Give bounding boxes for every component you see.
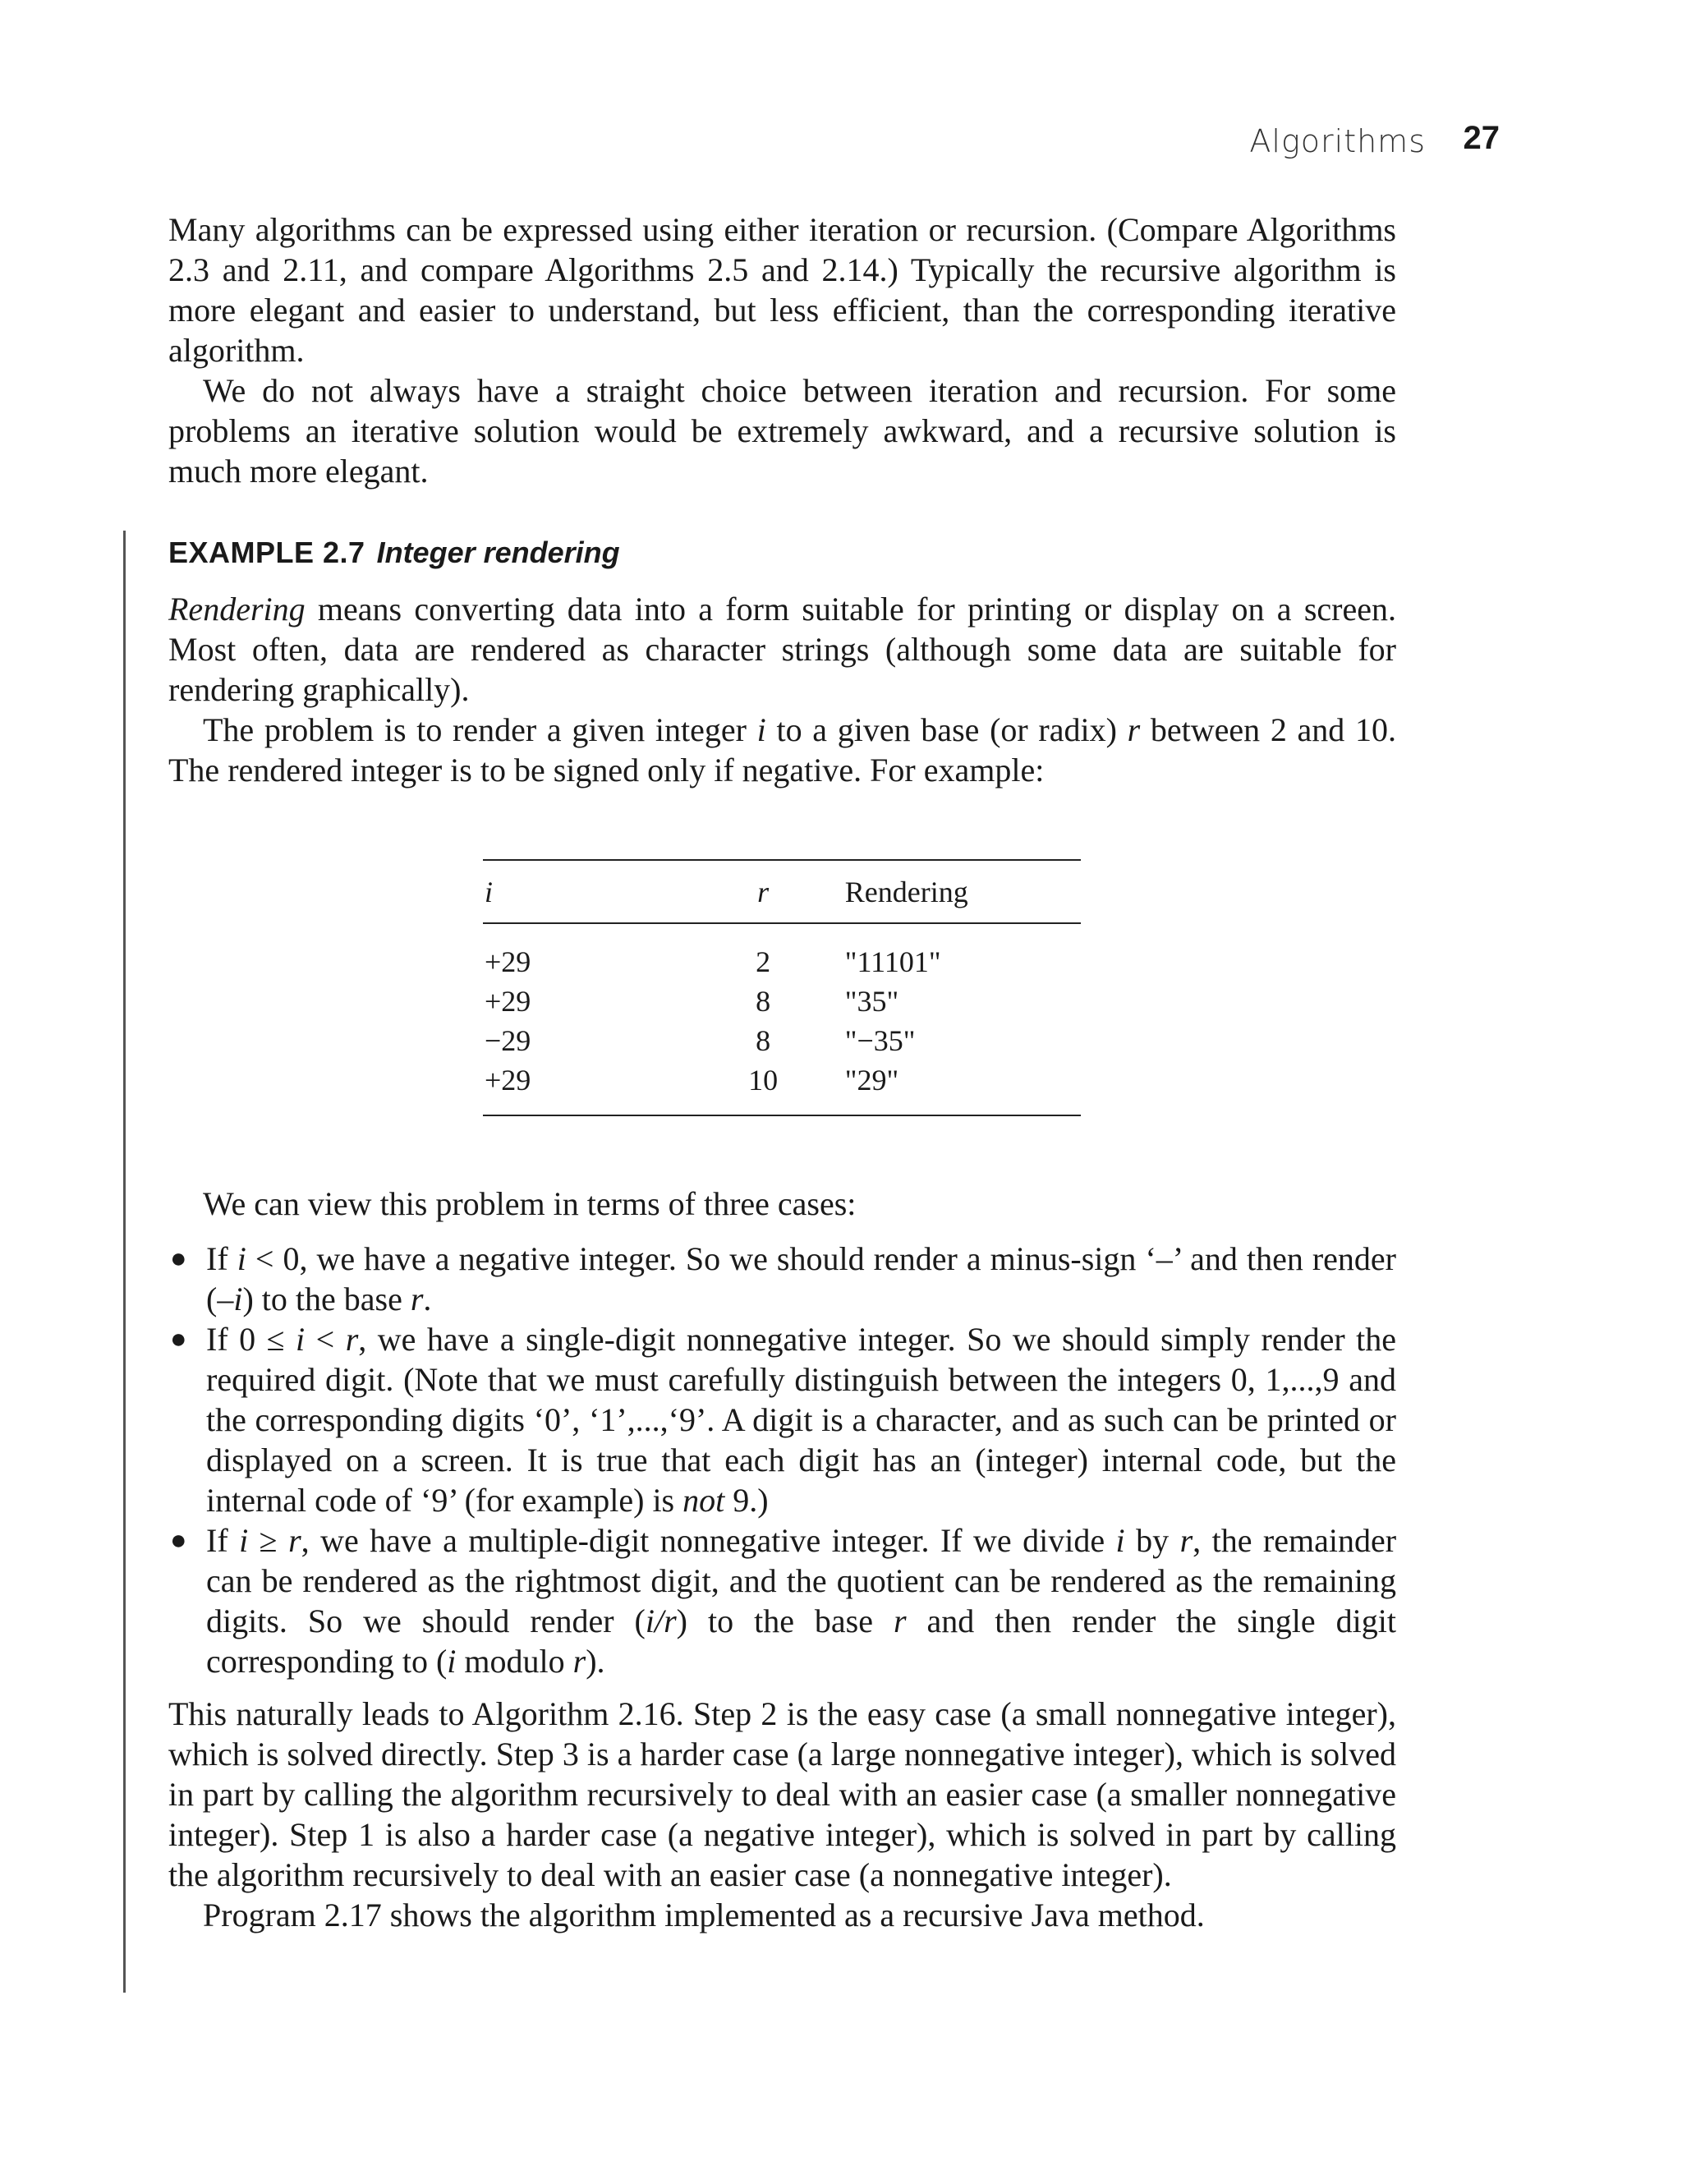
bullet-icon: ● (170, 1324, 187, 1354)
intro-paragraph-1: Many algorithms can be expressed using either iteration or recursion. (Compare Algorithms 2.3 and 2.11, and compare Algorithms 2.5 and 2.14.) Typically the recursive algorithm is more elegant and easier to understand, but less efficient, than the corresponding iterative algorithm. (168, 211, 1396, 369)
cell-r: 8 (756, 985, 771, 1018)
closing-paragraph-2: Program 2.17 shows the algorithm implemented as a recursive Java method. (203, 1897, 1205, 1933)
table-row (483, 982, 1081, 1021)
example-margin-rule (123, 531, 126, 1993)
example-label: EXAMPLE 2.7 (168, 536, 365, 569)
header-r: r (757, 875, 770, 908)
bullet-icon: ● (170, 1244, 187, 1274)
running-head: Algorithms (1249, 123, 1426, 159)
intro-section (168, 209, 1396, 491)
cell-i: +29 (485, 985, 531, 1018)
cell-rendering: "35" (844, 985, 899, 1018)
table-row (483, 1021, 1081, 1060)
closing-paragraph-1: This naturally leads to Algorithm 2.16. Step 2 is the easy case (a small nonnegative integer), which is solved directly. Step 3 is a harder case (a large nonnegative integer), which is solved in part by calling the algorithm recursively to deal with an easier case (a smaller nonnegative integer). Step 1 is also a harder case (a negative integer), which is solved in part by calling the algorithm recursively to deal with an easier case (a nonnegative integer). (168, 1695, 1396, 1893)
cell-i: +29 (485, 945, 531, 978)
rendering-table (483, 859, 1081, 1116)
cell-i: +29 (485, 1064, 531, 1097)
table-row (483, 1060, 1081, 1100)
table-body (483, 924, 1081, 1115)
cases-list (168, 1239, 1396, 1681)
cell-r: 8 (756, 1024, 771, 1057)
cell-rendering: "−35" (844, 1024, 916, 1057)
table-row (483, 942, 1081, 982)
case-single-digit: ● If 0 ≤ i < r, we have a single-digit nonnegative integer. So we should simply render the required digit. (Note that we must carefully distinguish between the integers 0, 1,...,9 and the corresponding digits ‘0’, ‘1’,...,‘9’. A digit is a character, and as such can be printed or displayed on a screen. It is true that each digit has an (integer) internal code, but the internal code of ‘9’ (for example) is not 9.) (170, 1321, 1397, 1519)
example-paragraph-2: The problem is to render a given integer i to a given base (or radix) r between 2 and 10. The rendered integer is to be signed only if negative. For example: (168, 711, 1396, 789)
table-bottom-rule (483, 1115, 1081, 1116)
header-i: i (485, 875, 494, 908)
example-title: Integer rendering (376, 536, 620, 569)
case-negative: ● If i < 0, we have a negative integer. So we should render a minus-sign ‘–’ and then render (–i) to the base r. (170, 1240, 1397, 1317)
cell-rendering: "11101" (844, 945, 941, 978)
header-rendering: Rendering (844, 875, 968, 908)
cell-r: 10 (748, 1064, 779, 1097)
closing-section (168, 1694, 1396, 1935)
cell-r: 2 (756, 945, 771, 978)
case-multiple-digit: ● If i ≥ r, we have a multiple-digit nonnegative integer. If we divide i by r, the remainder can be rendered as the rightmost digit, and the quotient can be rendered as the remaining digits. So we should render (i/r) to the base r and then render the single digit corresponding to (i modulo r). (170, 1522, 1397, 1680)
example-paragraph-1: Rendering means converting data into a form suitable for printing or display on a screen. Most often, data are rendered as character strings (although some data are suitable for rendering graphically). (168, 591, 1396, 708)
table-header-row (483, 861, 1081, 922)
intro-paragraph-2: We do not always have a straight choice between iteration and recursion. For some problems an iterative solution would be extremely awkward, and a recursive solution is much more elegant. (168, 372, 1396, 490)
rendering-term: Rendering (168, 591, 306, 628)
page-number: 27 (1463, 120, 1500, 156)
cases-intro: We can view this problem in terms of three cases: (203, 1185, 857, 1222)
cell-i: −29 (485, 1024, 531, 1057)
bullet-icon: ● (170, 1525, 187, 1556)
cell-rendering: "29" (844, 1064, 899, 1097)
example-text (168, 589, 1396, 790)
example-heading (168, 536, 620, 570)
